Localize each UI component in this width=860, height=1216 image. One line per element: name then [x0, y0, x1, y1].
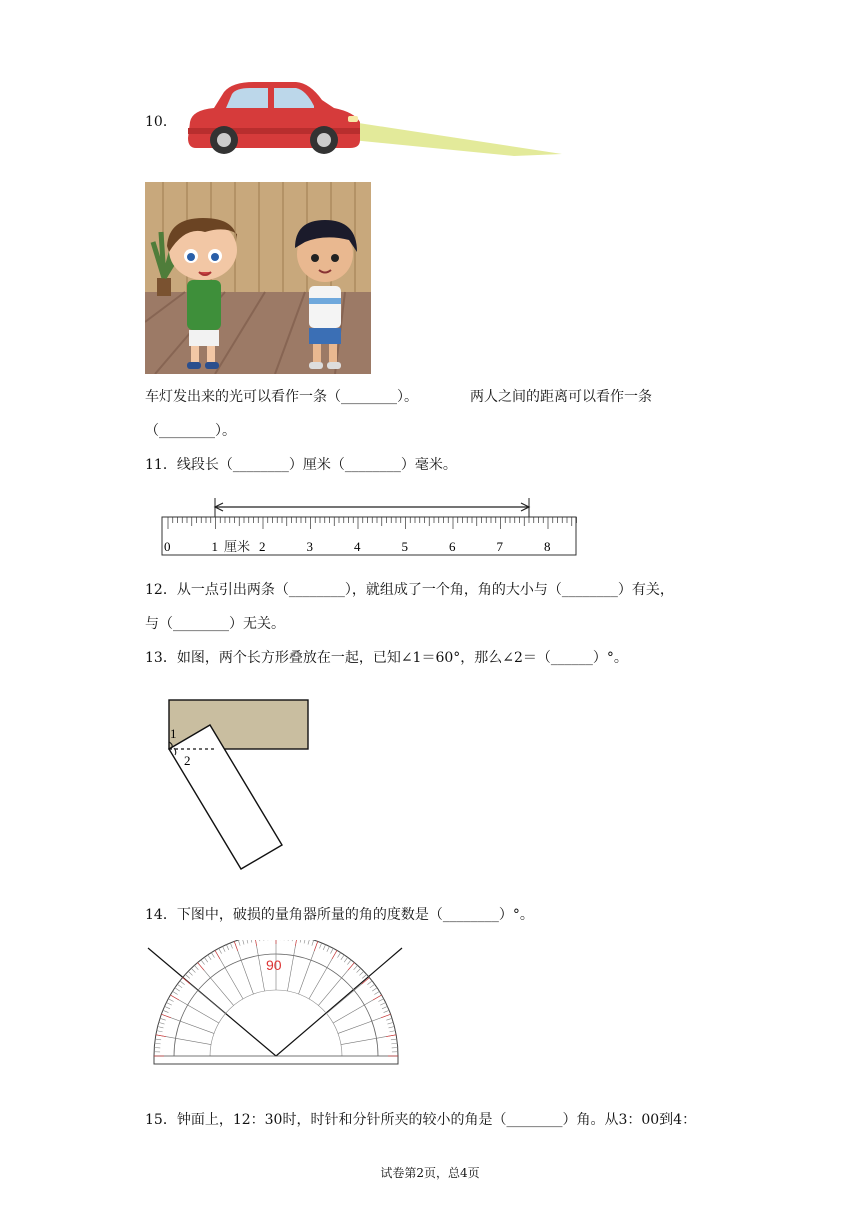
question-10-blank-2: （________）。: [145, 423, 236, 439]
protractor-tick: [177, 984, 182, 988]
question-10-blank-2-lead: 两人之间的距离可以看作一条: [470, 389, 652, 405]
protractor-tick: [155, 1039, 161, 1040]
protractor-tick: [215, 950, 220, 959]
protractor-tick: [242, 940, 244, 944]
protractor-tick: [319, 943, 321, 949]
protractor-tick: [198, 963, 204, 971]
protractor-tick: [344, 957, 348, 962]
question-10-number: 10．: [145, 114, 177, 130]
car-icon: [188, 82, 360, 154]
protractor-tick: [391, 1039, 397, 1040]
protractor-tick: [156, 1035, 166, 1037]
angle-ray-right: [276, 948, 402, 1056]
ruler-number-label: 7: [496, 539, 503, 554]
protractor-tick: [211, 953, 214, 958]
ruler-number-label: 4: [354, 539, 361, 554]
protractor-tick: [382, 1006, 387, 1008]
question-14-text: 14．下图中，破损的量角器所量的角的度数是（________）°。: [145, 907, 534, 923]
protractor-tick: [226, 945, 228, 950]
protractor-tick: [263, 940, 264, 941]
protractor-tick: [354, 965, 358, 969]
protractor-tick: [166, 1003, 171, 1006]
protractor-tick: [341, 955, 344, 960]
protractor-tick: [373, 995, 382, 1000]
ruler-unit-label: 厘米: [224, 539, 251, 554]
protractor-tick: [380, 1003, 385, 1006]
protractor-tick: [386, 1035, 396, 1037]
two-boys-illustration: [145, 182, 371, 374]
protractor-tick: [191, 968, 195, 972]
protractor-tick: [246, 940, 247, 943]
protractor-90-label: 90: [266, 957, 282, 973]
protractor-tick: [208, 955, 211, 960]
protractor-tick: [157, 1031, 163, 1032]
headlight-beam: [352, 122, 562, 156]
protractor-tick: [347, 960, 351, 965]
protractor-tick: [238, 940, 240, 946]
protractor-tick: [288, 940, 289, 941]
protractor-tick: [170, 995, 179, 1000]
protractor-tick: [155, 1043, 161, 1044]
protractor-tick: [372, 988, 377, 991]
protractor-tick: [159, 1022, 165, 1024]
protractor-tick: [165, 1006, 170, 1008]
page-footer: 试卷第2页，总4页: [380, 1166, 480, 1180]
protractor-tick: [332, 950, 337, 959]
protractor-tick: [201, 960, 205, 965]
question-12-line-1: 12．从一点引出两条（________），就组成了一个角，角的大小与（________）有关，: [145, 582, 674, 598]
protractor-tick: [330, 948, 333, 953]
protractor-tick: [348, 963, 354, 971]
question-13-text: 13．如图，两个长方形叠放在一起，已知∠1＝60°，那么∠2＝（______）°。: [145, 650, 628, 666]
angle-2-label: 2: [184, 753, 191, 768]
protractor-spoke: [287, 940, 297, 991]
protractor-tick: [259, 940, 260, 941]
protractor-tick: [304, 940, 305, 943]
protractor-tick: [381, 1014, 390, 1017]
protractor-tick: [188, 971, 192, 975]
protractor-tick: [292, 940, 293, 941]
protractor-tick: [204, 957, 208, 962]
angle-1-label: 1: [170, 726, 177, 741]
protractor-tick: [300, 940, 301, 943]
ruler-number-label: 5: [401, 539, 408, 554]
ruler-number-label: 8: [544, 539, 551, 554]
protractor-tick: [378, 999, 383, 1002]
protractor-tick: [234, 941, 237, 950]
question-12-line-2: 与（________）无关。: [145, 616, 285, 632]
protractor-tick: [180, 981, 185, 985]
protractor-tick: [219, 948, 222, 953]
protractor-tick: [384, 1010, 390, 1012]
protractor-tick: [161, 1014, 170, 1017]
ruler-number-label: 1: [211, 539, 218, 554]
protractor-tick: [158, 1026, 164, 1027]
protractor-tick: [183, 978, 191, 984]
question-15-text: 15．钟面上，12：30时，时针和分针所夹的较小的角是（________）角。从3：00到4：: [145, 1112, 697, 1128]
protractor-tick: [362, 974, 366, 978]
protractor-tick: [391, 1043, 397, 1044]
protractor-tick: [314, 941, 317, 950]
question-10-blank-1: 车灯发出来的光可以看作一条（________）。: [145, 389, 418, 405]
ruler-number-label: 6: [449, 539, 456, 554]
question-11-text: 11．线段长（________）厘米（________）毫米。: [145, 457, 457, 473]
protractor-tick: [163, 1010, 169, 1012]
protractor-figure: [140, 940, 420, 1070]
car-illustration: [184, 78, 564, 163]
protractor-tick: [223, 946, 226, 951]
ruler-number-label: 3: [306, 539, 313, 554]
protractor-tick: [312, 940, 314, 946]
protractor-tick: [370, 984, 375, 988]
ruler-figure: [160, 495, 580, 561]
protractor-tick: [374, 991, 379, 994]
protractor-tick: [168, 999, 173, 1002]
overlapping-rectangles-figure: [160, 690, 320, 880]
ruler-number-label: 0: [164, 539, 171, 554]
protractor-core-arc: [210, 990, 342, 1056]
protractor-tick: [327, 946, 330, 951]
protractor-tick: [388, 1022, 394, 1024]
protractor-tick: [295, 940, 297, 946]
protractor-tick: [251, 940, 252, 943]
protractor-tick: [367, 981, 372, 985]
protractor-tick: [173, 991, 178, 994]
protractor-tick: [389, 1026, 395, 1027]
protractor-tick: [323, 945, 325, 950]
protractor-tick: [185, 974, 189, 978]
protractor-tick: [255, 940, 257, 946]
protractor-tick: [359, 971, 363, 975]
protractor-tick: [337, 953, 340, 958]
protractor-tick: [194, 965, 198, 969]
protractor-tick: [389, 1031, 395, 1032]
ruler-number-label: 2: [259, 539, 266, 554]
protractor-tick: [230, 943, 232, 949]
protractor-tick: [308, 940, 310, 944]
protractor-tick: [357, 968, 361, 972]
protractor-tick: [160, 1018, 166, 1020]
protractor-tick: [386, 1018, 392, 1020]
protractor-spoke: [255, 940, 265, 991]
protractor-tick: [175, 988, 180, 991]
